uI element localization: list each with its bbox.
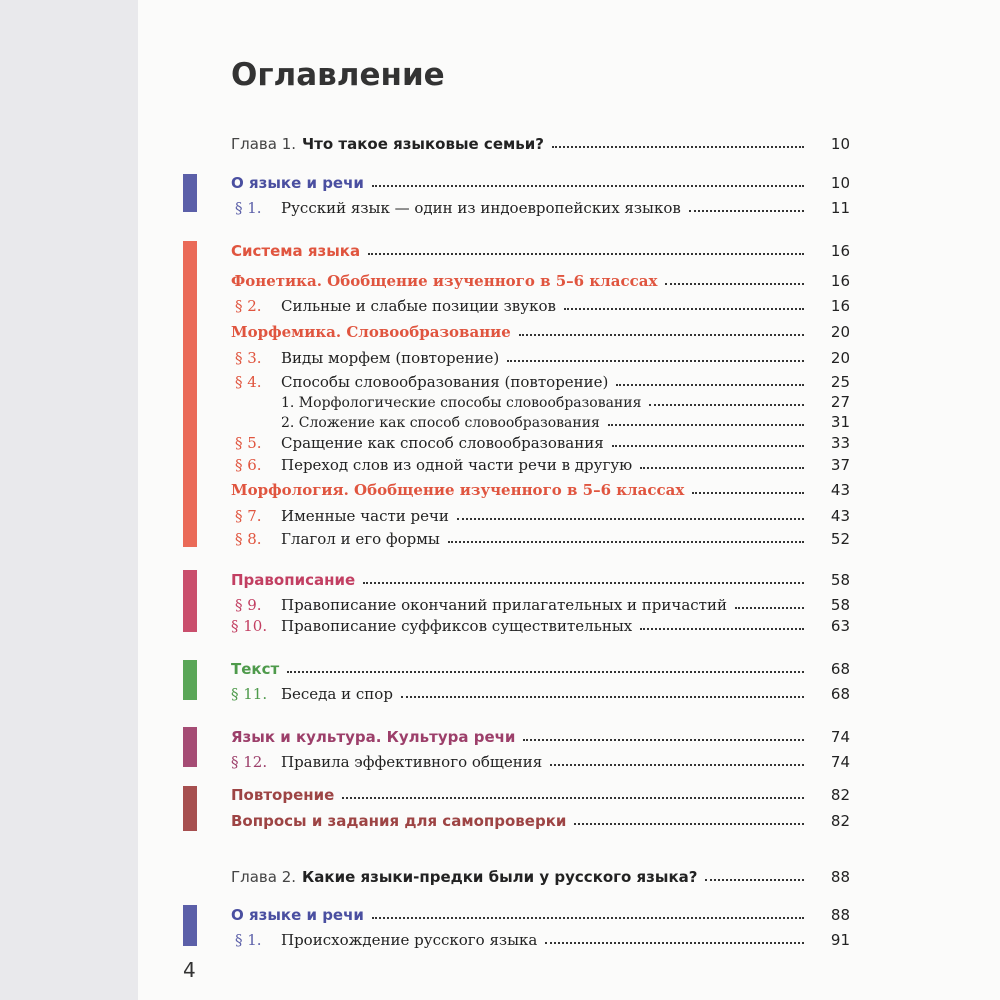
paragraph-number: § 7. bbox=[235, 507, 262, 525]
leader-dots bbox=[665, 283, 804, 285]
paragraph-title: Способы словообразования (повторение) bbox=[281, 373, 609, 391]
leader-dots bbox=[692, 492, 804, 494]
paragraph-number: § 2. bbox=[235, 297, 262, 315]
toc-paragraph-8[interactable] bbox=[235, 526, 850, 548]
page-ref: 25 bbox=[830, 373, 850, 391]
page-ref: 82 bbox=[830, 812, 850, 830]
toc-paragraph-7[interactable] bbox=[235, 503, 850, 525]
toc-chapter-1[interactable] bbox=[231, 131, 850, 153]
toc-section-questions[interactable] bbox=[231, 808, 850, 830]
toc-paragraph-10[interactable] bbox=[231, 613, 850, 635]
leader-dots bbox=[519, 334, 804, 336]
chapter-title: Что такое языковые семьи? bbox=[302, 135, 544, 153]
paragraph-number: § 9. bbox=[235, 596, 262, 614]
toc-section-spelling[interactable] bbox=[231, 567, 850, 589]
page-ref: 31 bbox=[830, 413, 850, 431]
page-ref: 91 bbox=[830, 931, 850, 949]
toc-paragraph-3[interactable] bbox=[235, 345, 850, 367]
section-bar-culture bbox=[183, 727, 197, 767]
leader-dots bbox=[616, 384, 804, 386]
section-title: Правописание bbox=[231, 571, 356, 589]
paragraph-number: § 8. bbox=[235, 530, 262, 548]
leader-dots bbox=[705, 879, 804, 881]
chapter-prefix: Глава 1. bbox=[231, 135, 297, 153]
section-title: Морфемика. Словообразование bbox=[231, 323, 511, 341]
section-title: Текст bbox=[231, 660, 280, 678]
leader-dots bbox=[363, 582, 804, 584]
leader-dots bbox=[342, 797, 804, 799]
paragraph-title: Правила эффективного общения bbox=[281, 753, 543, 771]
leader-dots bbox=[372, 917, 804, 919]
section-bar-spelling bbox=[183, 570, 197, 632]
toc-section-morphology[interactable] bbox=[231, 477, 850, 499]
paragraph-title: Сильные и слабые позиции звуков bbox=[281, 297, 556, 315]
page-ref: 82 bbox=[830, 786, 850, 804]
page-ref: 68 bbox=[830, 660, 850, 678]
paragraph-title: Происхождение русского языка bbox=[281, 931, 538, 949]
paragraph-number: § 10. bbox=[231, 617, 268, 635]
page-ref: 20 bbox=[830, 323, 850, 341]
toc-chapter-2[interactable] bbox=[231, 864, 850, 886]
leader-dots bbox=[550, 764, 804, 766]
toc-section-morphemics[interactable] bbox=[231, 319, 850, 341]
paragraph-title: Правописание окончаний прилагательных и причастий bbox=[281, 596, 727, 614]
page-ref: 63 bbox=[830, 617, 850, 635]
subitem-title: 2. Сложение как способ словообразования bbox=[281, 415, 600, 431]
paragraph-title: Правописание суффиксов существительных bbox=[281, 617, 633, 635]
page-ref: 52 bbox=[830, 530, 850, 548]
paragraph-number: § 12. bbox=[231, 753, 268, 771]
toc-paragraph-6[interactable] bbox=[235, 452, 850, 474]
paragraph-title: Виды морфем (повторение) bbox=[281, 349, 500, 367]
leader-dots bbox=[372, 185, 804, 187]
toc-section-repeat[interactable] bbox=[231, 782, 850, 804]
toc-paragraph-2[interactable] bbox=[235, 293, 850, 315]
page-ref: 88 bbox=[830, 868, 850, 886]
page-ref: 37 bbox=[830, 456, 850, 474]
toc-subitem-4-2[interactable] bbox=[281, 409, 850, 431]
paragraph-title: Глагол и его формы bbox=[281, 530, 440, 548]
toc-paragraph-1[interactable] bbox=[235, 195, 850, 217]
leader-dots bbox=[552, 146, 804, 148]
section-title: Морфология. Обобщение изученного в 5–6 классах bbox=[231, 481, 685, 499]
leader-dots bbox=[649, 404, 804, 406]
leader-dots bbox=[612, 445, 804, 447]
section-bar-text bbox=[183, 660, 197, 700]
toc-paragraph-9[interactable] bbox=[235, 592, 850, 614]
leader-dots bbox=[735, 607, 804, 609]
paragraph-number: § 11. bbox=[231, 685, 268, 703]
leader-dots bbox=[574, 823, 804, 825]
page-ref: 10 bbox=[830, 174, 850, 192]
toc-paragraph-2-1[interactable] bbox=[235, 927, 850, 949]
leader-dots bbox=[523, 739, 804, 741]
paragraph-number: § 4. bbox=[235, 373, 262, 391]
section-title: Вопросы и задания для самопроверки bbox=[231, 812, 567, 830]
section-bar-language-1 bbox=[183, 174, 197, 212]
subitem-title: 1. Морфологические способы словообразования bbox=[281, 395, 642, 411]
page-title: Оглавление bbox=[231, 57, 445, 93]
leader-dots bbox=[545, 942, 804, 944]
paragraph-title: Сращение как способ словообразования bbox=[281, 434, 604, 452]
leader-dots bbox=[368, 253, 804, 255]
page-ref: 88 bbox=[830, 906, 850, 924]
page-ref: 16 bbox=[830, 272, 850, 290]
leader-dots bbox=[507, 360, 804, 362]
toc-paragraph-5[interactable] bbox=[235, 430, 850, 452]
section-title: Система языка bbox=[231, 242, 361, 260]
leader-dots bbox=[401, 696, 804, 698]
toc-section-phonetics[interactable] bbox=[231, 268, 850, 290]
page-ref: 74 bbox=[830, 753, 850, 771]
toc-section-language-1[interactable] bbox=[231, 170, 850, 192]
page-ref: 74 bbox=[830, 728, 850, 746]
paragraph-title: Беседа и спор bbox=[281, 685, 393, 703]
leader-dots bbox=[448, 541, 804, 543]
toc-section-text[interactable] bbox=[231, 656, 850, 678]
paragraph-title: Русский язык — один из индоевропейских языков bbox=[281, 199, 681, 217]
section-bar-language-2 bbox=[183, 905, 197, 946]
leader-dots bbox=[640, 467, 804, 469]
toc-section-culture[interactable] bbox=[231, 724, 850, 746]
chapter-title: Какие языки-предки были у русского языка? bbox=[302, 868, 698, 886]
paragraph-title: Переход слов из одной части речи в другую bbox=[281, 456, 633, 474]
section-title: Повторение bbox=[231, 786, 335, 804]
section-title: Фонетика. Обобщение изученного в 5–6 классах bbox=[231, 272, 658, 290]
leader-dots bbox=[287, 671, 804, 673]
section-title: О языке и речи bbox=[231, 174, 364, 192]
page-ref: 43 bbox=[830, 481, 850, 499]
toc-section-language-2[interactable] bbox=[231, 902, 850, 924]
page-ref: 20 bbox=[830, 349, 850, 367]
paragraph-number: § 3. bbox=[235, 349, 262, 367]
section-title: Язык и культура. Культура речи bbox=[231, 728, 516, 746]
chapter-prefix: Глава 2. bbox=[231, 868, 297, 886]
paragraph-title: Именные части речи bbox=[281, 507, 449, 525]
page-ref: 68 bbox=[830, 685, 850, 703]
paragraph-number: § 6. bbox=[235, 456, 262, 474]
leader-dots bbox=[457, 518, 804, 520]
page-ref: 16 bbox=[830, 242, 850, 260]
leader-dots bbox=[608, 424, 804, 426]
page-ref: 58 bbox=[830, 571, 850, 589]
section-title: О языке и речи bbox=[231, 906, 364, 924]
page-ref: 58 bbox=[830, 596, 850, 614]
leader-dots bbox=[564, 308, 804, 310]
section-bar-system bbox=[183, 241, 197, 547]
paragraph-number: § 5. bbox=[235, 434, 262, 452]
toc-section-system[interactable] bbox=[231, 238, 850, 260]
paragraph-number: § 1. bbox=[235, 931, 262, 949]
page-ref: 11 bbox=[830, 199, 850, 217]
toc-subitem-4-1[interactable] bbox=[281, 389, 850, 411]
leader-dots bbox=[640, 628, 804, 630]
section-bar-repeat bbox=[183, 786, 197, 831]
toc-paragraph-12[interactable] bbox=[231, 749, 850, 771]
leader-dots bbox=[689, 210, 804, 212]
toc-paragraph-11[interactable] bbox=[231, 681, 850, 703]
page-number: 4 bbox=[183, 958, 196, 982]
page-ref: 43 bbox=[830, 507, 850, 525]
toc-paragraph-4[interactable] bbox=[235, 369, 850, 391]
page-ref: 27 bbox=[830, 393, 850, 411]
page-ref: 10 bbox=[830, 135, 850, 153]
paragraph-number: § 1. bbox=[235, 199, 262, 217]
page-ref: 16 bbox=[830, 297, 850, 315]
page-ref: 33 bbox=[830, 434, 850, 452]
